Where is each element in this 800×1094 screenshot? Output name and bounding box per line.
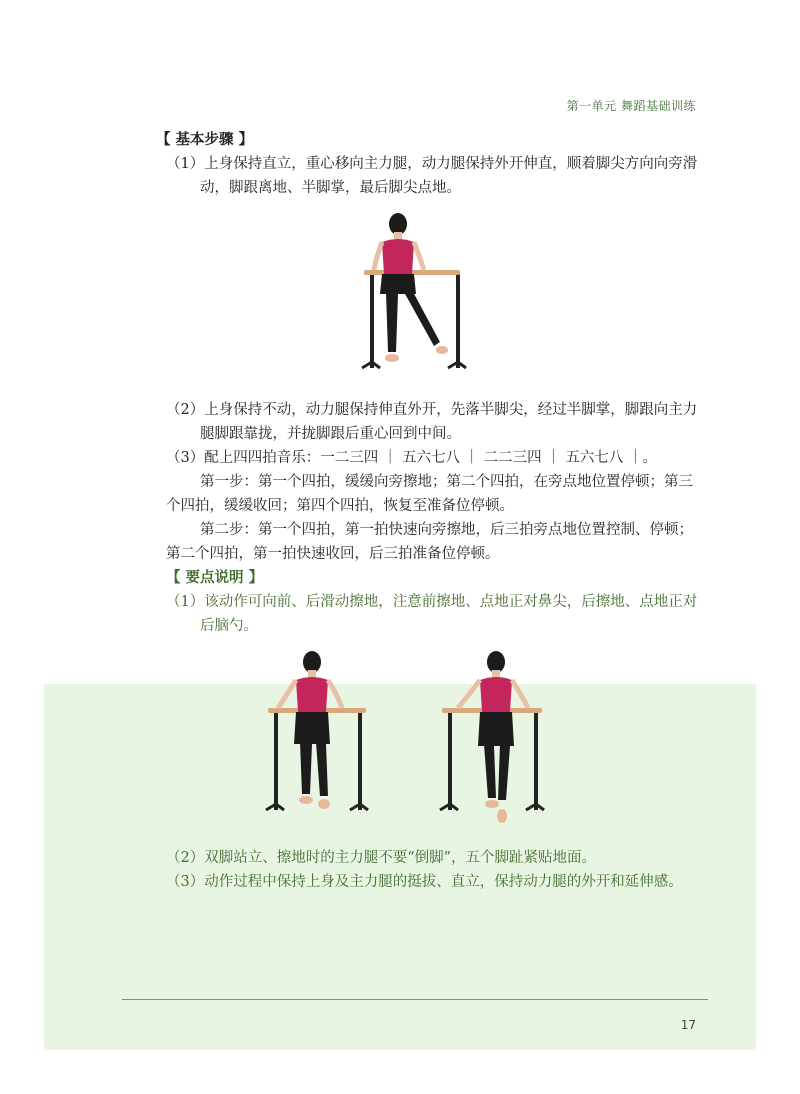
point1-line2: 后脑勺。 [200, 618, 258, 634]
point1-line1: （1）该动作可向前、后滑动擦地，注意前擦地、点地正对鼻尖，后擦地、点地正对 [166, 594, 698, 610]
key-points-heading: 【 要点说明 】 [166, 569, 264, 586]
dancer-barre-photo-1 [352, 212, 472, 378]
page-number: 17 [680, 1018, 696, 1032]
second-step-line2: 第二个四拍，第一拍快速收回，后三拍准备位停顿。 [166, 546, 500, 562]
step1-line1: （1）上身保持直立，重心移向主力腿，动力腿保持外开伸直，顺着脚尖方向向旁滑 [166, 156, 698, 172]
step2-line1: （2）上身保持不动，动力腿保持伸直外开，先落半脚尖，经过半脚掌，脚跟向主力 [166, 402, 698, 418]
step2-line2: 腿脚跟靠拢，并拢脚跟后重心回到中间。 [200, 426, 461, 442]
point2: （2）双脚站立、擦地时的主力腿不要“倒脚”，五个脚趾紧贴地面。 [166, 850, 597, 866]
dancer-barre-photo-3 [438, 648, 548, 826]
point3: （3）动作过程中保持上身及主力腿的挺拔、直立，保持动力腿的外开和延伸感。 [166, 874, 683, 890]
first-step-line1: 第一步：第一个四拍，缓缓向旁擦地；第二个四拍，在旁点地位置停顿；第三 [200, 474, 693, 490]
second-step-line1: 第二步：第一个四拍，第一拍快速向旁擦地，后三拍旁点地位置控制、停顿； [200, 522, 693, 538]
footer-rule [122, 999, 708, 1000]
basic-steps-heading: 【 基本步骤 】 [156, 131, 254, 148]
dancer-barre-photo-2 [262, 648, 372, 820]
first-step-line2: 个四拍，缓缓收回；第四个四拍，恢复至准备位停顿。 [166, 498, 514, 514]
step3-line1: （3）配上四四拍音乐：一二三四 ｜ 五六七八 ｜ 二二三四 ｜ 五六七八 ｜。 [166, 450, 657, 466]
chapter-title: 第一单元 舞蹈基础训练 [566, 99, 696, 113]
step1-line2: 动，脚跟离地、半脚掌，最后脚尖点地。 [200, 180, 461, 196]
